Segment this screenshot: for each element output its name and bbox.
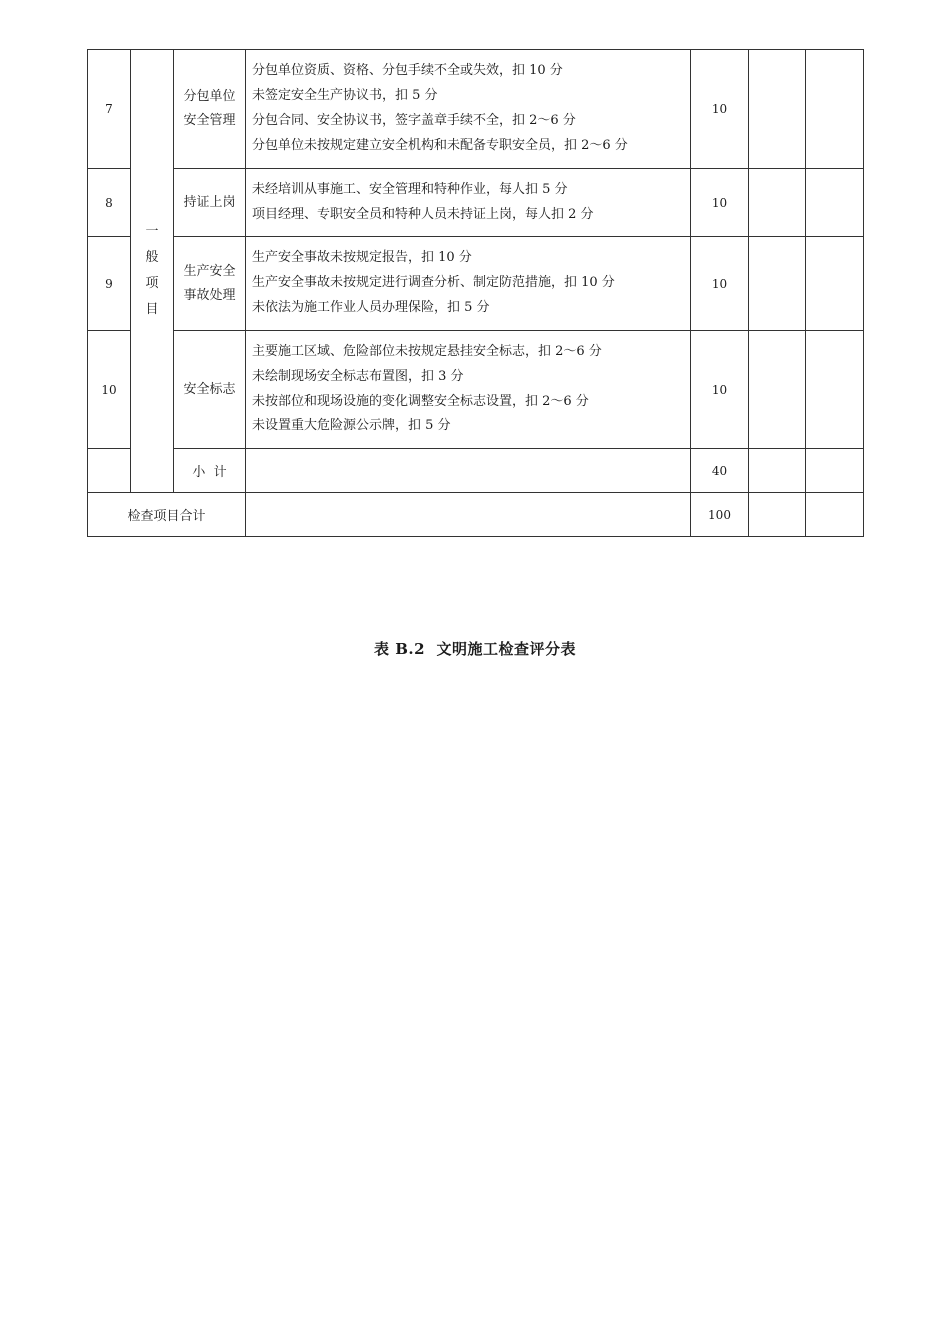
score-value: 10 [691, 50, 749, 169]
deducted-cell[interactable] [749, 331, 806, 449]
category-char: 一 [145, 224, 159, 239]
subtotal-row [88, 449, 864, 493]
table-row [88, 331, 864, 449]
total-score: 100 [691, 493, 749, 537]
row-number: 10 [88, 331, 131, 449]
score-table [87, 49, 864, 537]
table-row [88, 50, 864, 169]
deducted-cell[interactable] [749, 237, 806, 331]
standard-line: 生产安全事故未按规定报告，扣 10 分 [252, 250, 472, 266]
deducted-cell[interactable] [749, 493, 806, 537]
earned-cell[interactable] [806, 237, 864, 331]
deduction-standards [246, 169, 691, 237]
table-row [88, 237, 864, 331]
deduction-standards [246, 50, 691, 169]
subtotal-score: 40 [691, 449, 749, 493]
deducted-cell[interactable] [749, 50, 806, 169]
standard-line: 主要施工区域、危险部位未按规定悬挂安全标志，扣 2～6 分 [252, 343, 602, 359]
empty-cell [246, 493, 691, 537]
standard-line: 分包单位资质、资格、分包手续不全或失效，扣 10 分 [252, 63, 563, 79]
total-row [88, 493, 864, 537]
earned-cell[interactable] [806, 493, 864, 537]
category-cell [131, 50, 174, 493]
deducted-cell[interactable] [749, 169, 806, 237]
deducted-cell[interactable] [749, 449, 806, 493]
check-item: 安全标志 [174, 331, 246, 449]
row-number: 7 [88, 50, 131, 169]
row-number: 8 [88, 169, 131, 237]
category-char: 项 [145, 276, 159, 291]
deduction-standards [246, 237, 691, 331]
category-char: 目 [145, 302, 159, 317]
standard-line: 未绘制现场安全标志布置图，扣 3 分 [252, 368, 464, 384]
table-caption: 表 B.2 文明施工检查评分表 [373, 640, 576, 658]
standard-line: 分包合同、安全协议书，签字盖章手续不全，扣 2～6 分 [252, 113, 576, 128]
standard-line: 未按部位和现场设施的变化调整安全标志设置，扣 2～6 分 [252, 393, 589, 409]
deduction-standards [246, 331, 691, 449]
standard-line: 生产安全事故未按规定进行调查分析、制定防范措施，扣 10 分 [252, 275, 615, 291]
total-label: 检查项目合计 [88, 493, 246, 537]
standard-line: 未经培训从事施工、安全管理和特种作业，每人扣 5 分 [252, 181, 568, 197]
standard-line: 未设置重大危险源公示牌，扣 5 分 [252, 418, 451, 434]
score-value: 10 [691, 331, 749, 449]
subtotal-label: 小 计 [174, 449, 246, 493]
standard-line: 未依法为施工作业人员办理保险，扣 5 分 [252, 299, 490, 315]
category-char: 般 [145, 250, 159, 265]
score-value: 10 [691, 169, 749, 237]
check-item: 生产安全 事故处理 [174, 237, 246, 331]
earned-cell[interactable] [806, 331, 864, 449]
check-item: 持证上岗 [174, 169, 246, 237]
standard-line: 未签定安全生产协议书，扣 5 分 [252, 88, 438, 104]
earned-cell[interactable] [806, 50, 864, 169]
earned-cell[interactable] [806, 449, 864, 493]
score-value: 10 [691, 237, 749, 331]
empty-cell [246, 449, 691, 493]
empty-cell [88, 449, 131, 493]
table-row [88, 169, 864, 237]
earned-cell[interactable] [806, 169, 864, 237]
row-number: 9 [88, 237, 131, 331]
check-item: 分包单位 安全管理 [174, 50, 246, 169]
standard-line: 分包单位未按规定建立安全机构和未配备专职安全员，扣 2～6 分 [252, 137, 628, 153]
standard-line: 项目经理、专职安全员和特种人员未持证上岗，每人扣 2 分 [252, 206, 594, 222]
